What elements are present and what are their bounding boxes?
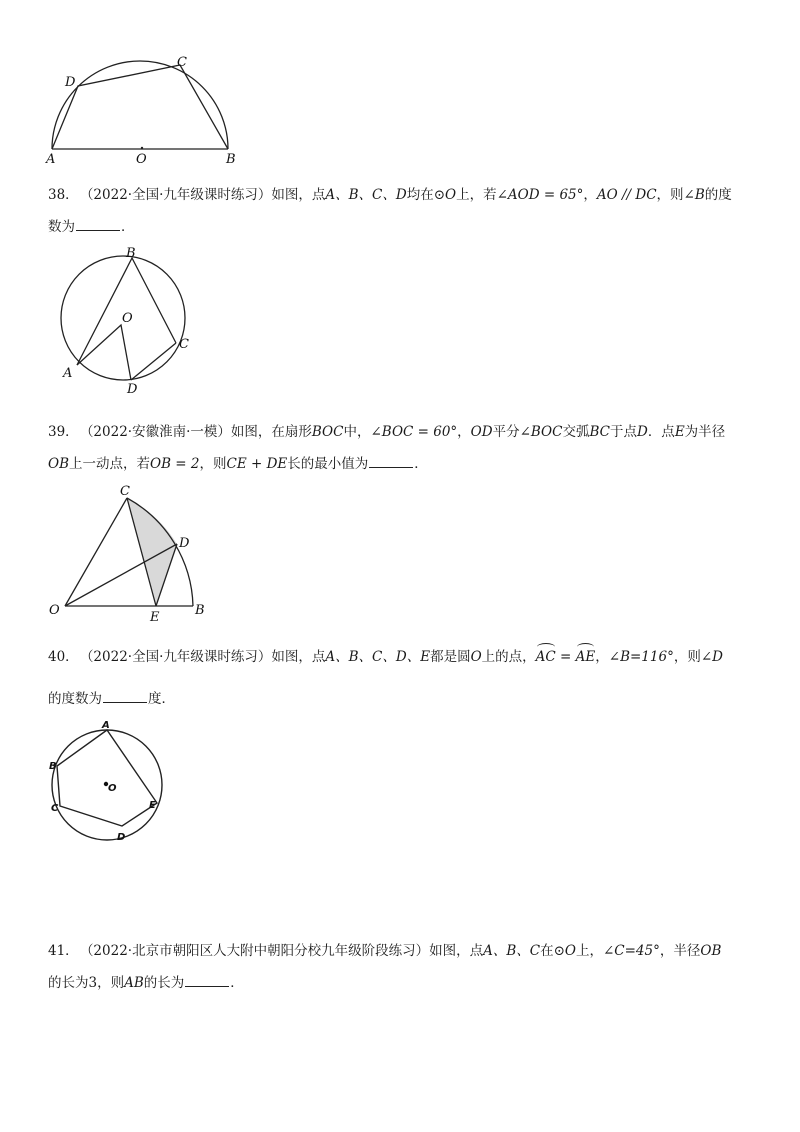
figure-39-sector — [45, 480, 215, 628]
answer-blank[interactable] — [103, 690, 147, 703]
label-e: E — [149, 800, 156, 811]
label-d: D — [65, 75, 76, 90]
answer-blank[interactable] — [76, 218, 120, 231]
label-o: O — [122, 311, 133, 326]
radius-path-aod — [77, 325, 131, 380]
answer-blank[interactable] — [185, 974, 229, 987]
question-38-line2: 数为 ． — [48, 219, 135, 235]
label-d: D — [127, 382, 138, 395]
figure-37-semicircle — [40, 50, 260, 170]
label-d: D — [117, 832, 126, 843]
label-b: B — [126, 246, 136, 261]
arc-ae: AE — [575, 649, 596, 665]
question-40-line2: 的度数为 度． — [48, 691, 175, 707]
arc-ac: AC — [535, 649, 556, 665]
question-number: 41． — [48, 943, 79, 959]
label-e: E — [150, 610, 160, 625]
radius-oc — [65, 498, 127, 606]
label-c: C — [177, 55, 187, 70]
quadrilateral-adcb — [52, 65, 228, 149]
label-c: C — [120, 484, 130, 499]
answer-blank[interactable] — [369, 455, 413, 468]
chord-dc — [131, 343, 176, 380]
figure-40-pentagon — [45, 718, 175, 848]
label-b: B — [226, 152, 236, 167]
label-c: C — [179, 337, 189, 352]
label-a: A — [46, 152, 56, 167]
question-41-line1: 41． （2022·北京市朝阳区人大附中朝阳分校九年级阶段练习）如图，点A、B、C在⊙O上，∠C=45°，半径OB — [48, 943, 722, 959]
label-o: O — [136, 152, 147, 167]
question-38-line1: 38． （2022·全国·九年级课时练习）如图，点A、B、C、D均在⊙O上，若∠AOD = 65°，AO // DC，则∠B的度 — [48, 187, 732, 203]
question-41-line2: 的长为3，则AB的长为 ． — [48, 975, 244, 991]
label-a: A — [63, 366, 73, 381]
question-39-line2: OB上一动点，若OB = 2，则CE + DE长的最小值为 ． — [48, 456, 428, 472]
label-a: A — [102, 720, 110, 731]
label-b: B — [49, 761, 57, 772]
question-number: 38． — [48, 187, 79, 203]
pentagon-abcde — [57, 730, 157, 826]
label-b: B — [195, 603, 205, 618]
label-d: D — [179, 536, 190, 551]
figure-38-circle — [55, 245, 205, 395]
question-40-line1: 40． （2022·全国·九年级课时练习）如图，点A、B、C、D、E都是圆O上的点，AC = AE，∠B=116°，则∠D — [48, 649, 723, 665]
question-39-line1: 39． （2022·安徽淮南·一模）如图，在扇形BOC中，∠BOC = 60°，OD平分∠BOC交弧BC于点D．点E为半径 — [48, 424, 726, 440]
question-number: 39． — [48, 424, 79, 440]
center-dot — [141, 147, 143, 149]
question-number: 40． — [48, 649, 79, 665]
label-c: C — [51, 803, 59, 814]
semicircle-arc — [52, 61, 228, 149]
label-o: O — [49, 603, 60, 618]
label-o: O — [108, 783, 117, 794]
